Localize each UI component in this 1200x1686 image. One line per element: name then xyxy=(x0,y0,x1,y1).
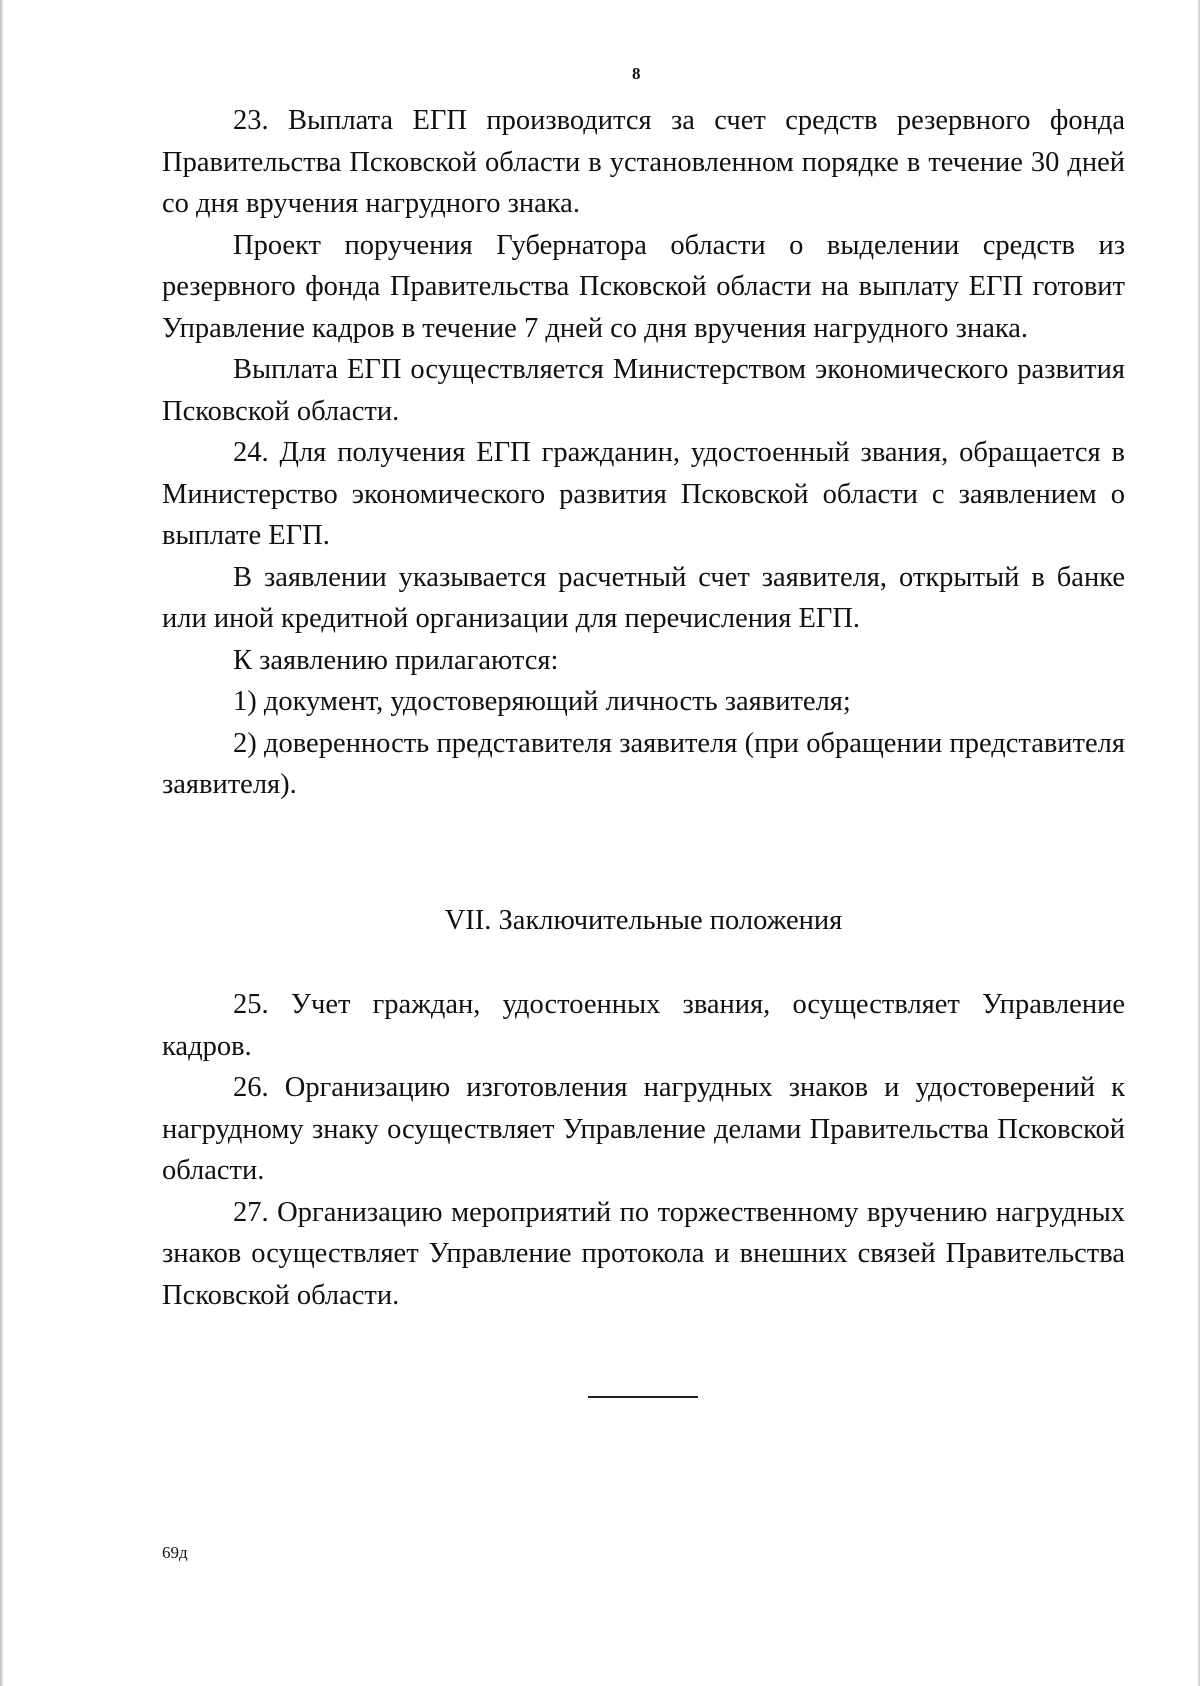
document-body-part-2 xyxy=(162,984,1125,1316)
paragraph-25: 25. Учет граждан, удостоенных звания, осуществляет Управление кадров. xyxy=(162,989,1125,1062)
paragraph-attachments-intro: К заявлению прилагаются: xyxy=(233,644,559,676)
paragraph-24: 24. Для получения ЕГП гражданин, удостоенный звания, обращается в Министерство экономического развития Псковской области с заявлением о выплате ЕГП. xyxy=(162,437,1125,551)
list-item-1: 1) документ, удостоверяющий личность заявителя; xyxy=(233,686,851,717)
end-rule xyxy=(588,1396,698,1398)
section-heading: VII. Заключительные положения xyxy=(444,905,843,936)
paragraph-draft-order: Проект поручения Губернатора области о выделении средств из резервного фонда Правительства Псковской области на выплату ЕГП готовит Управление кадров в течение 7 дней со дня вручения нагрудного знака. xyxy=(162,229,1125,344)
page-number: 8 xyxy=(632,64,641,83)
paragraph-23: 23. Выплата ЕГП производится за счет средств резервного фонда Правительства Псковской области в установленном порядке в течение 30 дней со дня вручения нагрудного знака. xyxy=(162,105,1125,219)
paragraph-27: 27. Организацию мероприятий по торжественному вручению нагрудных знаков осуществляет Управление протокола и внешних связей Правительства Псковской области. xyxy=(162,1196,1125,1311)
footer-code: 69д xyxy=(162,1543,188,1562)
paragraph-payment-ministry: Выплата ЕГП осуществляется Министерством экономического развития Псковской области. xyxy=(162,354,1125,427)
scan-edge-left xyxy=(0,0,4,1686)
list-item-2: 2) доверенность представителя заявителя (при обращении представителя заявителя). xyxy=(162,727,1125,800)
document-body-part-1 xyxy=(162,100,1125,806)
paragraph-account: В заявлении указывается расчетный счет заявителя, открытый в банке или иной кредитной организации для перечисления ЕГП. xyxy=(162,561,1125,634)
paragraph-26: 26. Организацию изготовления нагрудных знаков и удостоверений к нагрудному знаку осуществляет Управление делами Правительства Псковской области. xyxy=(162,1072,1125,1186)
